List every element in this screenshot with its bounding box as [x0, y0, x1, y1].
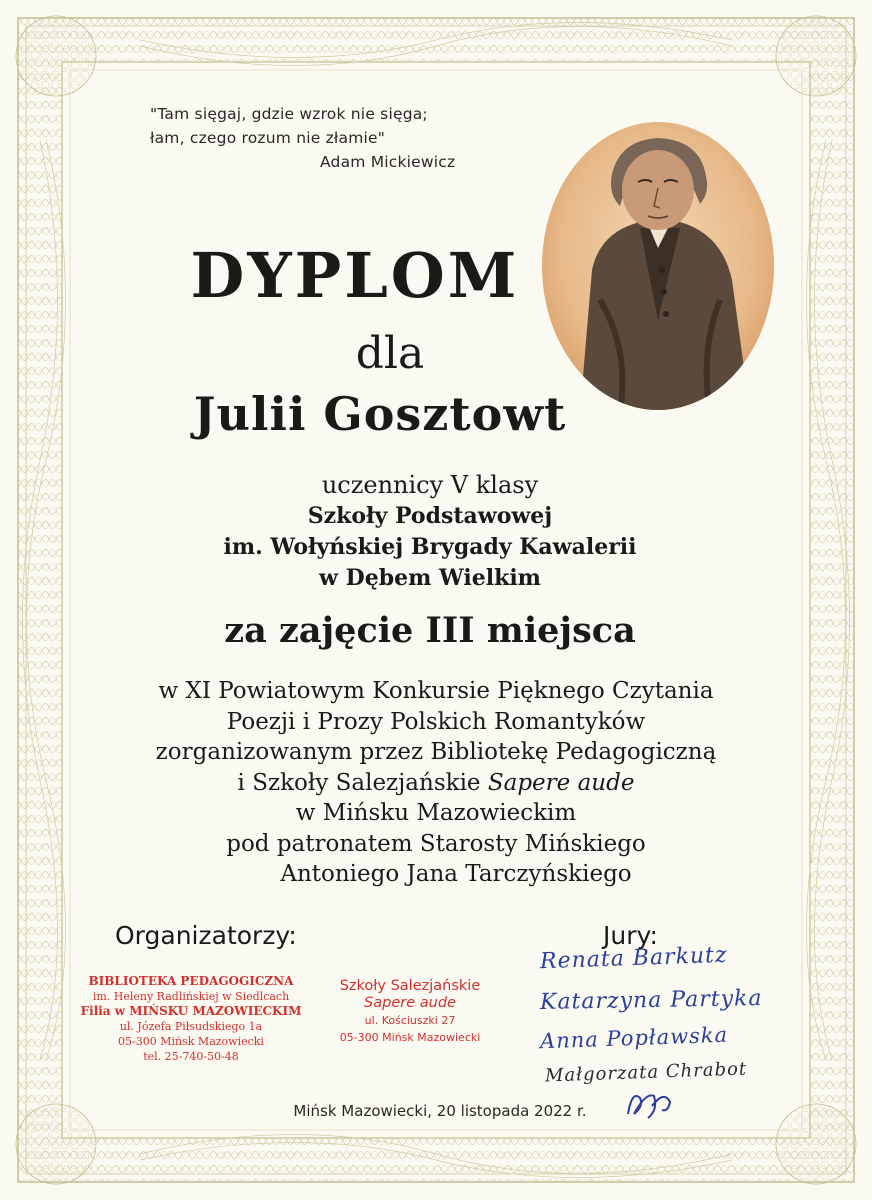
stamp2-line-3: ul. Kościuszki 27 — [364, 1014, 456, 1027]
desc-line-7: Antoniego Jana Tarczyńskiego — [280, 861, 632, 887]
adam-mickiewicz-portrait-icon — [540, 120, 776, 412]
stamp1-line-6: tel. 25-740-50-48 — [143, 1050, 239, 1063]
jury-signature: Małgorzata Chrabot — [544, 1058, 748, 1087]
recipient-role: uczennicy V klasy — [321, 471, 539, 499]
stamp2-line-1: Szkoły Salezjańskie — [339, 978, 481, 994]
award-place: za zajęcie III miejsca — [224, 610, 636, 651]
stamp1-line-4: ul. Józefa Piłsudskiego 1a — [119, 1020, 263, 1033]
jury-signature: Katarzyna Partyka — [539, 986, 763, 1015]
quote-line-1: "Tam sięgaj, gdzie wzrok nie sięga; — [150, 105, 428, 123]
jury-heading: Jury: — [603, 921, 658, 950]
diploma-title: DYPLOM — [190, 239, 520, 312]
stamp1-line-2: im. Heleny Radlińskiej w Siedlcach — [92, 990, 290, 1003]
quote-line-2: łam, czego rozum nie złamie" — [150, 129, 386, 147]
desc-line-6: pod patronatem Starosty Mińskiego — [226, 830, 646, 857]
quote-author: Adam Mickiewicz — [320, 153, 456, 171]
stamp2-line-4: 05-300 Mińsk Mazowiecki — [339, 1031, 481, 1044]
desc-line-4 — [100, 768, 772, 799]
desc-line-3: zorganizowanym przez Bibliotekę Pedagogiczną — [155, 739, 717, 765]
school-line-3: w Dębem Wielkim — [319, 565, 541, 591]
desc-line-1: w XI Powiatowym Konkursie Pięknego Czytania — [158, 678, 714, 704]
school-line-1: Szkoły Podstawowej — [307, 503, 553, 529]
diploma-for: dla — [355, 328, 425, 379]
school-line-2: im. Wołyńskiej Brygady Kawalerii — [223, 534, 637, 560]
desc-line-4-prefix: i Szkoły Salezjańskie — [237, 769, 488, 796]
jury-signature: Renata Barkutz — [539, 942, 728, 975]
desc-line-5: w Mińsku Mazowieckim — [295, 800, 577, 826]
jury-signature: Anna Popławska — [539, 1022, 729, 1054]
motto-quote — [150, 102, 530, 174]
organizers-heading: Organizatorzy: — [115, 921, 297, 950]
library-stamp — [78, 974, 304, 1064]
stamp1-line-5: 05-300 Mińsk Mazowiecki — [118, 1035, 264, 1048]
issue-date: Mińsk Mazowiecki, 20 listopada 2022 r. — [293, 1102, 587, 1120]
school-stamp — [325, 978, 495, 1046]
desc-line-2: Poezji i Prozy Polskich Romantyków — [226, 708, 646, 735]
stamp1-line-1: BIBLIOTEKA PEDAGOGICZNA — [88, 974, 294, 988]
stamp2-line-2: Sapere aude — [364, 995, 456, 1011]
recipient-name: Julii Gosztowt — [193, 387, 567, 441]
desc-line-4-italic: Sapere aude — [487, 769, 635, 796]
stamp1-line-3: Filia w MIŃSKU MAZOWIECKIM — [80, 1004, 302, 1018]
